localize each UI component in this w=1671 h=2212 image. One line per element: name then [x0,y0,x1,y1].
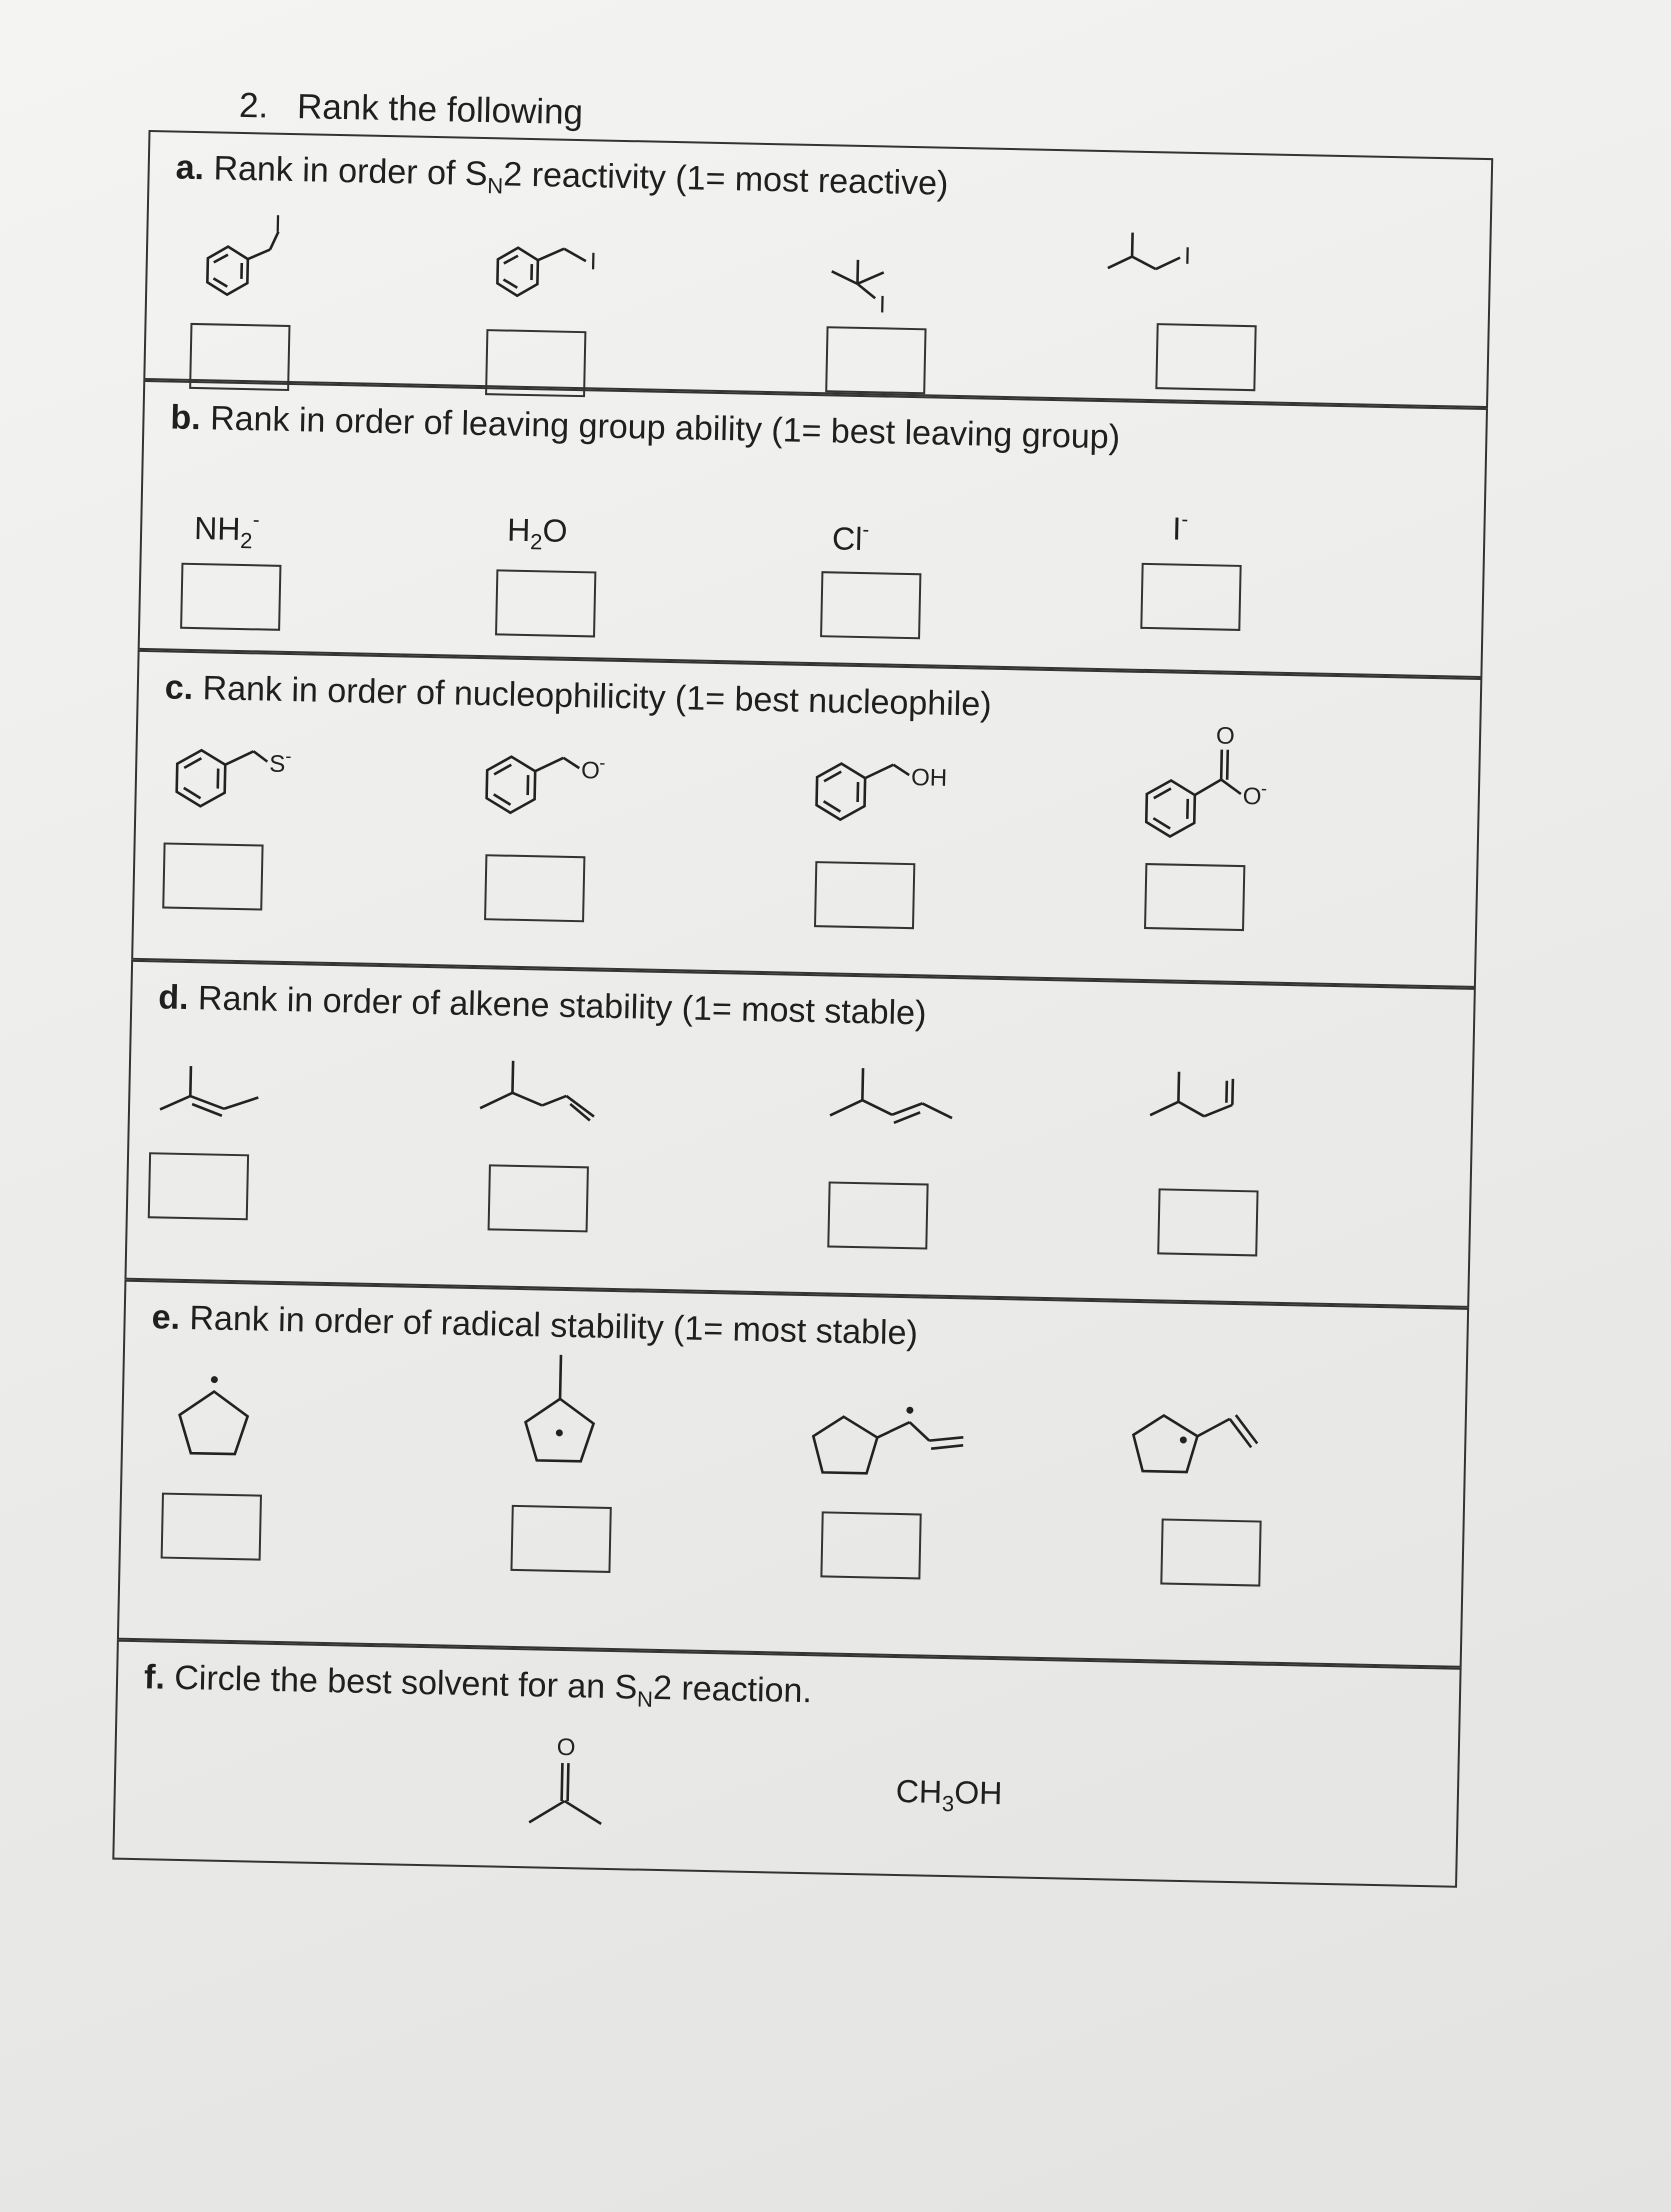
rank-box-e4[interactable] [1160,1519,1261,1587]
iodide-formula: I- [1172,508,1189,547]
section-c [131,650,1482,988]
section-b-title: b. Rank in order of leaving group ability (1= best leaving group) [170,398,1121,457]
benzyloxide-icon [466,734,638,828]
water-formula: $H_2O$ [506,511,568,555]
svg-text:I: I [878,291,886,319]
rank-box-b3[interactable] [820,571,921,639]
methanol-formula[interactable]: $CH_3OH$ [895,1773,1003,1817]
section-f-title: f. Circle the best solvent for an $S_N2$ reaction. [143,1658,813,1712]
svg-text:-: - [1260,778,1268,799]
phenylethyl-iodide-icon [477,229,639,322]
svg-text:I: I [274,210,282,238]
rank-box-b4[interactable] [1140,563,1241,631]
svg-text:O: O [1215,722,1236,750]
section-d [124,960,1475,1308]
rank-box-d2[interactable] [488,1164,589,1232]
svg-text:O: O [556,1733,576,1762]
section-f [112,1640,1461,1888]
svg-text:-: - [285,745,292,767]
section-b [138,380,1488,678]
rank-box-e2[interactable] [510,1505,611,1573]
svg-text:O: O [1242,783,1262,811]
rank-box-c2[interactable] [484,854,585,922]
rank-box-d1[interactable] [148,1152,249,1220]
cis-alkene-icon [1140,1053,1282,1146]
benzylthiolate-icon [156,727,328,821]
svg-text:O: O [580,757,601,785]
isobutyl-iodide-icon [1097,222,1239,305]
acetone-icon[interactable] [505,1730,627,1842]
methylcyclopentyl-radical-icon [502,1340,625,1482]
svg-text:S: S [268,750,286,778]
cyclopentyl-radical-icon [162,1363,274,1475]
benzyl-iodide-icon [187,210,329,311]
question-title: Rank the following [296,87,584,133]
rank-box-b1[interactable] [180,563,281,631]
section-e-title: e. Rank in order of radical stability (1= most stable) [151,1298,919,1353]
tert-butyl-iodide-icon [817,231,929,323]
svg-text:I: I [589,248,597,276]
worksheet [106,60,1530,2188]
terminal-alkene-icon [470,1044,642,1138]
section-e [117,1280,1469,1668]
svg-text:-: - [599,752,606,773]
question-number: 2. [238,85,269,126]
benzyl-alcohol-icon [796,741,978,835]
svg-text:OH: OH [910,764,948,792]
amide-ion-formula: $NH_2^-$ [193,509,260,554]
rank-box-a4[interactable] [1155,323,1256,391]
rank-box-d3[interactable] [827,1181,928,1249]
rank-box-a3[interactable] [825,326,926,394]
rank-box-c4[interactable] [1144,863,1245,931]
rank-box-e3[interactable] [820,1511,921,1579]
rank-box-d4[interactable] [1157,1188,1258,1256]
rank-box-c1[interactable] [162,842,263,910]
trisubstituted-alkene-icon [150,1047,312,1130]
cyclopentyl-vinyl-radical-icon [1122,1373,1304,1497]
section-a-title: a. Rank in order of $S_N2$ reactivity (1= most reactive) [175,148,949,203]
section-d-title: d. Rank in order of alkene stability (1= most stable) [157,978,927,1033]
svg-text:I: I [1183,242,1192,270]
trans-alkene-icon [820,1051,992,1145]
chloride-formula: Cl- [831,519,870,558]
benzoate-icon [1126,718,1309,862]
rank-box-e1[interactable] [161,1493,262,1561]
rank-box-c3[interactable] [814,861,915,929]
section-c-title: c. Rank in order of nucleophilicity (1= best nucleophile) [164,668,992,724]
allylic-radical-icon [802,1376,1004,1490]
rank-box-b2[interactable] [495,569,596,637]
section-a [143,130,1493,408]
